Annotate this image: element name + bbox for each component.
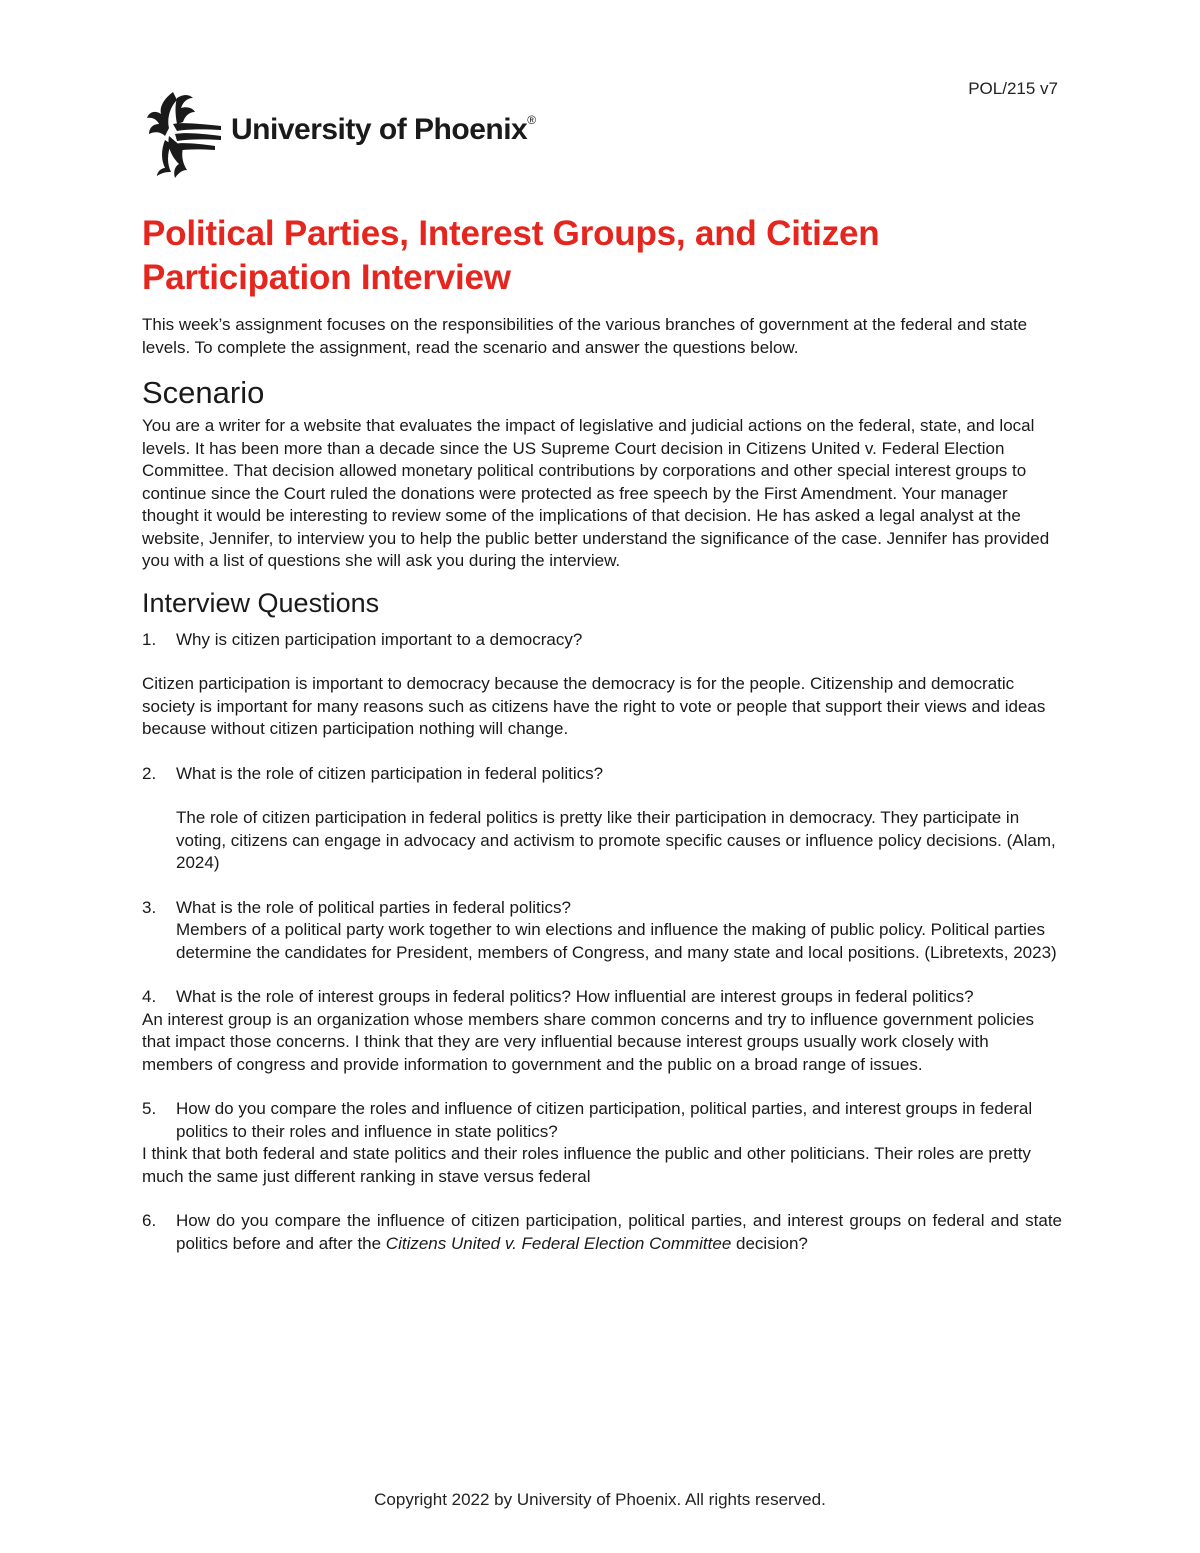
question-4 (142, 986, 1062, 1009)
question-number: 4. (142, 987, 157, 1006)
registered-mark: ® (527, 113, 536, 127)
question-text: How do you compare the roles and influence of citizen participation, political parties, and interest groups in federal politics to their roles and influence in state politics? (176, 1099, 1033, 1141)
logo-wordmark (231, 113, 536, 147)
question-text (176, 1210, 1062, 1255)
answer-4: An interest group is an organization whose members share common concerns and try to influence government policies that impact those concerns. I think that they are very influential because interest groups usually work closely with members of congress and provide information to government and the public on a broad range of issues. (142, 1009, 1035, 1074)
question-text: What is the role of citizen participation in federal politics? (176, 763, 604, 783)
question-text-start: How do you compare the influence of citizen participation, political parties, and interest groups on federal and state politics before and after the (176, 1211, 1062, 1253)
answer-5: I think that both federal and state politics and their roles influence the public and other politicians. Their roles are pretty much the same just different ranking in stave versus federal (142, 1144, 1031, 1186)
question-text-end: decision? (731, 1233, 808, 1253)
university-logo (143, 84, 536, 180)
document-title: Political Parties, Interest Groups, and Citizen Participation Interview (142, 214, 880, 297)
question-number: 1. (142, 629, 157, 649)
question-6 (142, 1210, 1062, 1255)
scenario-paragraph: You are a writer for a website that evaluates the impact of legislative and judicial actions on the federal, state, and local levels. It has been more than a decade since the US Supreme Court decision in Citizens United v. Federal Election Committee. That decision allowed monetary political contributions by corporations and other special interest groups to continue since the Court ruled the donations were protected as free speech by the First Amendment. Your manager thought it would be interesting to review some of the implications of that decision. He has asked a legal analyst at the website, Jennifer, to interview you to help the public better understand the significance of the case. Jennifer has provided you with a list of questions she will ask you during the interview. (142, 416, 1050, 570)
question-text: Why is citizen participation important to a democracy? (176, 629, 583, 649)
answer-2: The role of citizen participation in federal politics is pretty like their participation in democracy. They participate in voting, citizens can engage in advocacy and activism to promote specific causes or influence policy decisions. (Alam, 2024) (176, 808, 1056, 872)
question-text: What is the role of political parties in federal politics? (176, 897, 571, 917)
intro-paragraph: This week’s assignment focuses on the responsibilities of the various branches of government at the federal and state levels. To complete the assignment, read the scenario and answer the questions below. (142, 315, 1028, 357)
document-body (142, 212, 1062, 1255)
question-5 (142, 1098, 1062, 1143)
question-text: What is the role of interest groups in federal politics? How influential are interest groups in federal politics? (176, 987, 974, 1006)
question-2 (142, 763, 1062, 786)
answer-3: Members of a political party work together to win elections and influence the making of public policy. Political parties determine the candidates for President, members of Congress, and many state and local positions. (Libretexts, 2023) (176, 920, 1057, 962)
question-3 (142, 897, 1062, 920)
logo-text: University of Phoenix (231, 113, 528, 146)
course-code: POL/215 v7 (968, 79, 1058, 98)
interview-questions-heading: Interview Questions (142, 587, 380, 618)
copyright-footer: Copyright 2022 by University of Phoenix. All rights reserved. (374, 1490, 826, 1509)
answer-1: Citizen participation is important to democracy because the democracy is for the people. Citizenship and democratic society is important for many reasons such as citizens have the right to vote or people that support their views and ideas because without citizen participation nothing will change. (142, 674, 1046, 738)
question-1 (142, 629, 1062, 652)
question-number: 6. (142, 1211, 157, 1230)
phoenix-bird-icon (143, 84, 223, 180)
case-name: Citizens United v. Federal Election Committee (385, 1233, 732, 1253)
question-number: 5. (142, 1099, 157, 1118)
question-number: 2. (142, 763, 157, 783)
scenario-heading: Scenario (142, 375, 265, 410)
question-number: 3. (142, 897, 157, 917)
